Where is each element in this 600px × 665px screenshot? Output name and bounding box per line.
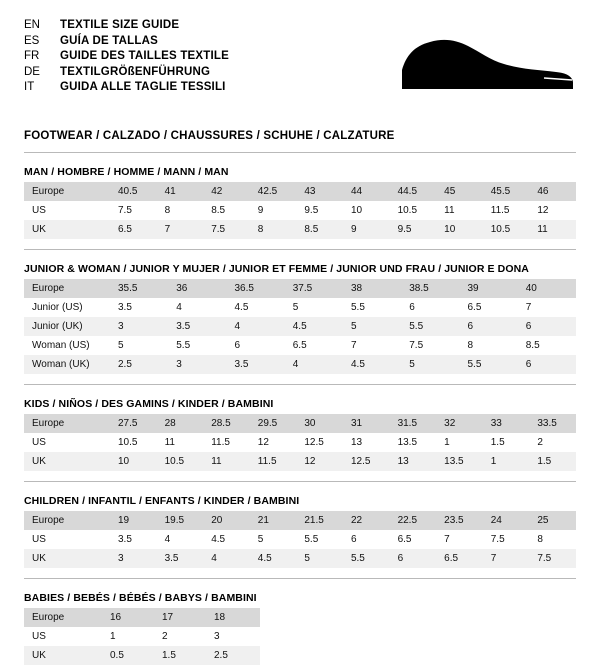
size-table-man (24, 182, 576, 239)
cell: 2.5 (206, 646, 260, 665)
cell: 10.5 (157, 452, 204, 471)
row-label: Europe (24, 182, 110, 201)
cell: 1 (483, 452, 530, 471)
cell: 2 (537, 437, 543, 448)
cell: 11 (444, 205, 455, 216)
row-label: US (32, 631, 46, 642)
cell: 16 (102, 608, 154, 627)
table-row (24, 549, 576, 568)
cell: 38.5 (401, 279, 459, 298)
table-row (24, 317, 576, 336)
cell: 6 (518, 355, 576, 374)
cell: 8 (537, 534, 543, 545)
row-label: Junior (UK) (24, 317, 110, 336)
cell: 33 (483, 414, 530, 433)
cell: 7.5 (203, 220, 250, 239)
cell: 5 (118, 340, 124, 351)
row-label: Europe (24, 608, 102, 627)
page-header (0, 0, 600, 112)
size-table-junior-woman (24, 279, 576, 374)
cell: 10.5 (118, 437, 138, 448)
cell: 2.5 (110, 355, 168, 374)
cell: 0.5 (102, 646, 154, 665)
cell: 35.5 (110, 279, 168, 298)
row-label: UK (24, 646, 102, 665)
cell: 13.5 (436, 452, 483, 471)
cell: 6.5 (110, 220, 157, 239)
cell: 39 (460, 279, 518, 298)
dress-shoe-icon (396, 26, 576, 98)
cell: 11.5 (490, 205, 510, 216)
language-row (24, 18, 229, 34)
cell: 5.5 (176, 340, 191, 351)
cell: 44 (343, 182, 390, 201)
cell: 3.5 (157, 549, 204, 568)
cell: 8.5 (296, 220, 343, 239)
cell: 7 (483, 549, 530, 568)
cell: 45 (436, 182, 483, 201)
section-label: BABIES / BEBÉS / BÉBÉS / BABYS / BAMBINI (24, 592, 257, 604)
cell: 22 (343, 511, 390, 530)
size-table-children (24, 511, 576, 568)
cell: 6.5 (397, 534, 412, 545)
cell: 5.5 (304, 534, 319, 545)
cell: 1.5 (154, 646, 206, 665)
cell: 45.5 (483, 182, 530, 201)
table-row (24, 182, 576, 201)
cell: 10 (350, 205, 363, 216)
section-divider (24, 384, 576, 385)
table-row (24, 608, 260, 627)
cell: 13 (350, 437, 363, 448)
cell: 6.5 (436, 549, 483, 568)
cell: 8.5 (525, 340, 540, 351)
cell: 41 (157, 182, 204, 201)
cell: 7 (444, 534, 450, 545)
section-divider (24, 481, 576, 482)
cell: 5 (296, 549, 343, 568)
cell: 4.5 (234, 302, 249, 313)
language-title: TEXTILE SIZE GUIDE (60, 19, 180, 31)
table-row (24, 511, 576, 530)
row-label: Europe (24, 414, 110, 433)
cell: 42.5 (250, 182, 297, 201)
section-label: MAN / HOMBRE / HOMME / MANN / MAN (24, 166, 229, 178)
cell: 38 (343, 279, 401, 298)
cell: 37.5 (285, 279, 343, 298)
cell: 28.5 (203, 414, 250, 433)
size-table-babies (24, 608, 260, 665)
cell: 27.5 (110, 414, 157, 433)
cell: 12 (296, 452, 343, 471)
cell: 5.5 (351, 302, 365, 313)
cell: 11 (164, 437, 175, 448)
cell: 21 (250, 511, 297, 530)
cell: 6 (390, 549, 437, 568)
row-label: Europe (24, 511, 110, 530)
cell: 40 (518, 279, 576, 298)
cell: 23.5 (436, 511, 483, 530)
section-kids (0, 384, 600, 471)
cell: 7 (351, 340, 357, 351)
cell: 8 (250, 220, 297, 239)
cell: 3.5 (118, 302, 132, 313)
section-label: CHILDREN / INFANTIL / ENFANTS / KINDER / BAMBINI (24, 495, 300, 507)
cell: 12 (257, 437, 269, 448)
cell: 4.5 (250, 549, 297, 568)
cell: 7.5 (118, 205, 132, 216)
table-row (24, 530, 576, 549)
cell: 9 (257, 205, 264, 216)
table-row (24, 627, 260, 646)
cell: 28 (157, 414, 204, 433)
cell: 1 (110, 631, 116, 642)
cell: 4 (227, 317, 285, 336)
cell: 1 (444, 437, 450, 448)
cell: 44.5 (390, 182, 437, 201)
language-row (24, 80, 229, 96)
cell: 9.5 (304, 205, 319, 216)
cell: 31.5 (390, 414, 437, 433)
cell: 46 (529, 182, 576, 201)
cell: 20 (203, 511, 250, 530)
cell: 29.5 (250, 414, 297, 433)
cell: 30 (296, 414, 343, 433)
cell: 8.5 (211, 205, 226, 216)
cell: 19 (110, 511, 157, 530)
section-divider (24, 152, 576, 153)
size-table-kids (24, 414, 576, 471)
cell: 5.5 (343, 549, 390, 568)
language-code: DE (24, 65, 40, 78)
cell: 3.5 (227, 355, 285, 374)
language-code: FR (24, 50, 40, 62)
cell: 3.5 (118, 534, 132, 545)
cell: 5 (343, 317, 401, 336)
row-label: Junior (US) (32, 302, 83, 313)
cell: 11.5 (250, 452, 297, 471)
language-row (24, 65, 229, 81)
cell: 7 (157, 220, 204, 239)
table-row (24, 355, 576, 374)
cell: 8 (164, 205, 171, 216)
cell: 18 (206, 608, 260, 627)
cell: 6 (460, 317, 518, 336)
section-babies (0, 578, 600, 665)
row-label: US (32, 437, 46, 448)
cell: 42 (203, 182, 250, 201)
cell: 10 (110, 452, 157, 471)
cell: 4 (285, 355, 343, 374)
section-divider (24, 249, 576, 250)
cell: 36.5 (227, 279, 285, 298)
cell: 6 (350, 534, 357, 545)
cell: 7.5 (490, 534, 505, 545)
cell: 4 (203, 549, 250, 568)
cell: 5 (257, 534, 264, 545)
cell: 6.5 (467, 302, 482, 313)
row-label: UK (24, 549, 110, 568)
language-code: ES (24, 34, 40, 47)
cell: 5.5 (401, 317, 459, 336)
cell: 5 (401, 355, 459, 374)
language-title: GUIDA ALLE TAGLIE TESSILI (60, 81, 226, 93)
cell: 10.5 (397, 205, 418, 216)
cell: 7.5 (409, 340, 424, 351)
row-label: Woman (US) (32, 340, 90, 351)
cell: 5.5 (460, 355, 518, 374)
table-row (24, 279, 576, 298)
cell: 6.5 (292, 340, 307, 351)
row-label: UK (24, 452, 110, 471)
row-label: UK (24, 220, 110, 239)
cell: 13 (390, 452, 437, 471)
cell: 12.5 (343, 452, 390, 471)
table-row (24, 220, 576, 239)
cell: 7 (525, 302, 532, 313)
language-title: GUIDE DES TAILLES TEXTILE (60, 50, 229, 62)
row-label: US (32, 205, 46, 216)
cell: 6 (518, 317, 576, 336)
cell: 11.5 (211, 437, 230, 448)
language-title: GUÍA DE TALLAS (60, 34, 158, 47)
language-row (24, 49, 229, 65)
cell: 17 (154, 608, 206, 627)
cell: 12 (537, 205, 549, 216)
table-row (24, 433, 576, 452)
cell: 4.5 (343, 355, 401, 374)
table-row (24, 298, 576, 317)
table-row (24, 414, 576, 433)
cell: 4.5 (285, 317, 343, 336)
cell: 8 (467, 340, 474, 351)
row-label: Woman (UK) (24, 355, 110, 374)
section-man (0, 152, 600, 239)
cell: 11 (203, 452, 250, 471)
table-row (24, 646, 260, 665)
cell: 1.5 (490, 437, 505, 448)
table-row (24, 336, 576, 355)
cell: 32 (436, 414, 483, 433)
table-row (24, 201, 576, 220)
cell: 1.5 (529, 452, 576, 471)
cell: 4 (176, 302, 182, 313)
cell: 3 (214, 631, 220, 642)
cell: 11 (529, 220, 576, 239)
language-title-list (24, 18, 229, 96)
section-junior-woman (0, 249, 600, 374)
language-title-list-body (24, 18, 229, 96)
cell: 3 (110, 549, 157, 568)
cell: 4 (164, 534, 171, 545)
section-label: KIDS / NIÑOS / DES GAMINS / KINDER / BAMBINI (24, 398, 274, 410)
cell: 7.5 (529, 549, 576, 568)
cell: 24 (483, 511, 530, 530)
cell: 9.5 (390, 220, 437, 239)
cell: 10.5 (483, 220, 530, 239)
table-row (24, 452, 576, 471)
cell: 2 (162, 631, 168, 642)
language-row (24, 34, 229, 50)
cell: 13.5 (397, 437, 418, 448)
row-label: US (32, 534, 46, 545)
category-title: FOOTWEAR / CALZADO / CHAUSSURES / SCHUHE / CALZATURE (24, 130, 395, 142)
language-title: TEXTILGRÖßENFÜHRUNG (60, 65, 211, 78)
section-children (0, 481, 600, 568)
section-divider (24, 578, 576, 579)
cell: 3 (168, 355, 226, 374)
section-label: JUNIOR & WOMAN / JUNIOR Y MUJER / JUNIOR ET FEMME / JUNIOR UND FRAU / JUNIOR E DONA (24, 263, 529, 275)
cell: 43 (296, 182, 343, 201)
cell: 6 (234, 340, 241, 351)
cell: 19.5 (157, 511, 204, 530)
cell: 10 (436, 220, 483, 239)
cell: 5 (292, 302, 299, 313)
cell: 40.5 (110, 182, 157, 201)
cell: 33.5 (529, 414, 576, 433)
cell: 36 (168, 279, 226, 298)
cell: 3.5 (168, 317, 226, 336)
language-code: EN (24, 19, 40, 31)
cell: 22.5 (390, 511, 437, 530)
cell: 25 (529, 511, 576, 530)
cell: 21.5 (296, 511, 343, 530)
cell: 3 (110, 317, 168, 336)
cell: 6 (409, 302, 415, 313)
cell: 12.5 (304, 437, 324, 448)
cell: 4.5 (211, 534, 226, 545)
language-code: IT (24, 81, 35, 93)
cell: 9 (343, 220, 390, 239)
cell: 31 (343, 414, 390, 433)
row-label: Europe (24, 279, 110, 298)
